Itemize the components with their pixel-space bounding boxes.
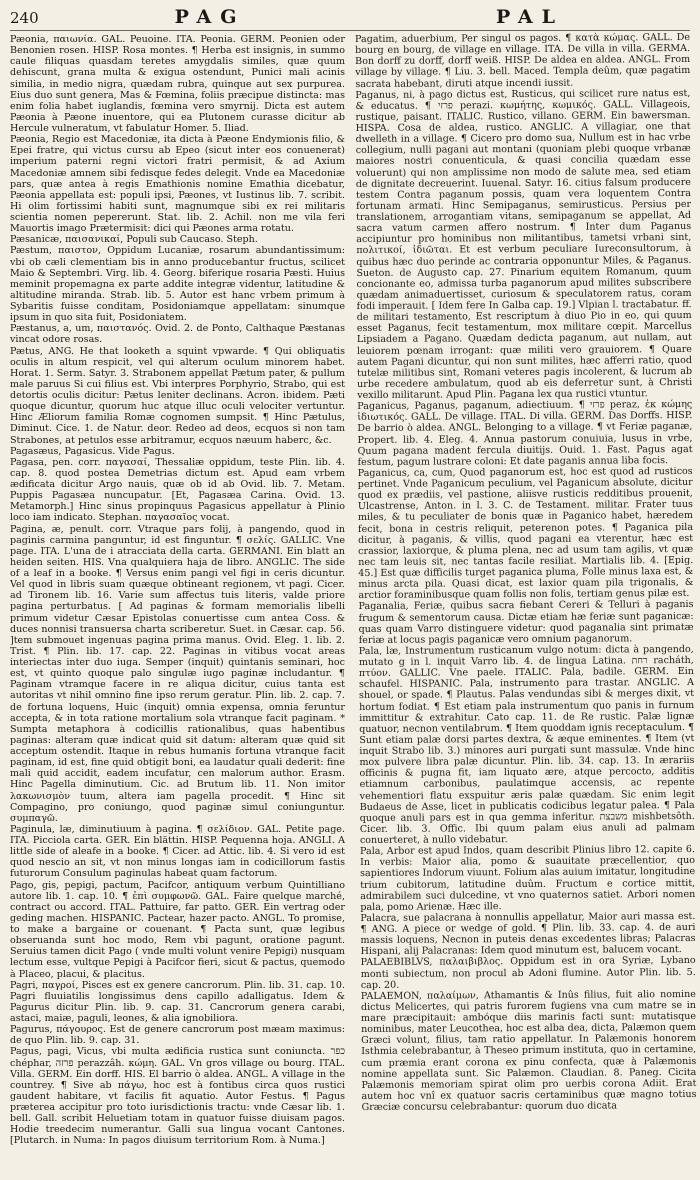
- entry-paganicus: Paganicus, ca, cum, Quod paganorum est, hoc est quod ad rusticos pertinet. Vnde Paganicum peculium, vel Paganicum absolute, dicitur quod ex prædiis, vel pastione, aliisve rusticis redditibus prouenit, Ulcastrense, Anton. in l. 3. C. de Testament. militar. Frater tuus miles, & tu peculiater de bonis quæ in Paganico habet, hæredem fecit, bona in cestris reliquit, peterenon potes. ¶ Paganica pila dicitur, à paganis, & villis, quod pagani ea vterentur, hæc est crassior, laxiorque, & pluma plena, nec ad usum tam agilis, vt quæ nec tam leuis sit, nec tantas facile resiliat. Martialis lib. 4. [Epig. 45.] Est quæ difficilis turget paganica pluma, Folle minus laxa est, & minus arcta pila. Quasi dicat, est laxior quam pila trigonalis, & arctior foraminibusque quam follis non folis, tertiam genus pilæ est.: [357, 465, 694, 602]
- entry-paeonia: Pæonia, παιωνία. GAL. Peuoine. ITA. Peonia. GERM. Peonien oder Benonien rosen. HISP. Rosa montes. ¶ Herba est insignis, in summo caule filiquas quasdam teretes amygdalis similes, quæ quum dehiscunt, grana multa & exigua ostendunt, Punici mali acinis similia, in medio nigra, quædam rubra, quinque aut sex purpurea. Eius duo sunt genera, Mas & Fœmina, foliis præcipue distincta: mas enim folia habet iuglandis, fœmina vero smyrnij. Dicta est autem Pæonia à Pæone inuentore, qui ea Plutonem curasse dicitur ab Hercule vulneratum, vt fabulatur Homer. 5. Iliad.: [10, 34, 345, 134]
- entry-pagasaeus: Pagasæus, Pagasicus. Vide Pagus.: [10, 445, 175, 457]
- entry-paginula: Paginula, læ, diminutiuum à pagina. ¶ σελίδιον. GAL. Petite page. ITA. Picciola carta. GER. Ein blättin. HISP. Pequenna hoja. ANGLI. A little side of aleafe in a booke. ¶ Cicer. ad Attic. lib. 4. Si vero id est quod nescio an sit, vt non minus longas iam in codicillorum fastis futurorum Consulum paginulas habeat quam factorum.: [10, 823, 345, 880]
- entry-pagasa: Pagasa, pen. corr. παγασαί, Thessaliæ oppidum, teste Plin. lib. 4. cap. 8. quod postea Demetrias dictum est. Apud eam vrbem ædificata dicitur Argo nauis, quæ ob id ab Ovid. lib. 7. Metam. Puppis Pagasæa nuncupatur. [Et, Pagasæa Carina. Ovid. 13. Metamorph.] Hinc sinus propinquus Pagasicus appellatur à Plinio loco iam indicato. Stephan. παγασαῖος vocat.: [10, 456, 345, 524]
- entry-palaebiblus: PALAEBIBLVS, παλαιβιβλος. Oppidum est in ora Syriæ, Lybano monti subiectum, non procul ab Adoni flumine. Autor Plin. lib. 5. cap. 20.: [360, 955, 696, 991]
- page-header: [10, 6, 690, 31]
- running-head-left: PAG: [174, 6, 246, 28]
- left-column: [10, 34, 345, 1172]
- entry-paeonia-regio: Pæonia, Regio est Macedoniæ, ita dicta à Pæone Endymionis filio, & Epei fratre, qui victus cursu ab Epeo (sicut inter eos conuenerat) imperium paterni regni victori fratri permisit, & ad Axium Macedoniæ amnem sibi fedisque fedes delegit. Vnde ea Macedoniæ pars, quæ antea à regis Emathionis nomine Emathia dicebatur, Pæonia appellata est: populi ipsi, Pæones, vt Iustinus lib. 7. scribit. Hi olim fortissimi habiti sunt, magnumque sibi ex rei militaris scientia nomen pepererunt. Stat. lib. 2. Achil. non me vila feri Mauortis imago Prætermisit: dici qui Pæones arma rotatu.: [10, 134, 345, 235]
- entry-pagatim: Pagatim, aduerbium, Per singul os pagos. ¶ κατὰ κώμας. GALL. De bourg en bourg, de village en village. ITA. De villa in villa. GERMA. Bon dorff zu dorff, dorff weiß. HISP. De aldea en aldea. ANGL. From village by village. ¶ Liu. 3. bell. Maced. Templa deûm, quæ pagatim sacrata habebant, diruti atque incendi iussit.: [355, 31, 691, 90]
- entry-paestum: Pæstum, παιστον, Oppidum Lucaniæ, rosarum abundantissimum: vbi ob cæli clementiam bis in anno producebantur fructus, scilicet Maio & Septembri. Virg. lib. 4. Georg. biferique rosaria Pæsti. Huius meminit propemagna ex parte addite integræ videntur, latitudine & altitudine miranda. Strab. lib. 5. Autor est hanc vrbem primum à Sybaritis fuisse conditam, Posidoniamque appellatam: sinumque ipsum in quo sita fuit, Posidoniatem.: [10, 245, 345, 324]
- entry-paestanus: Pæstanus, a, um, παιστανός. Ovid. 2. de Ponto, Calthaque Pæstanas vincat odore rosas.: [10, 323, 345, 346]
- running-head-right: PAL: [495, 6, 564, 28]
- entry-paganus: Paganus, ni, à pago dictus est, Rusticus, qui scilicet rure natus est, & educatus. ¶ פרזי perazi. κωμήτης, κωμικός. GALL. Villageois, rustique, paisant. ITALIC. Rustico, villano. GERM. Ein bawersman. HISPA. Cosa de aldea, rustico. ANGLIC. A villagiar, one that dwelleth in a village. ¶ Cicero pro domo sua, Nullum est in hac vrbe collegium, nulli pagani aut montani (quoniam plebi quoque vrbanæ maiores nostri conuenticula, & quasi concilia quædam esse voluerunt) qui non amplissime non modo de salute mea, sed etiam de dignitate decreuerint. Iuuenal. Satyr. 16. citius falsum producere testem Contra paganum possis, quam vera loquentem Contra fortunam armati. Hinc Semipaganus, semirusticus. Persius per translationem, arrogantiam vitans, semipaganum se appellat, Ad sacra vatum carmen affero nostrum. ¶ Inter dum Paganus accipiuntur pro hominibus non militantibus, tametsi vrbani sint, πολιτικοί, ἰδιῶται. Et est verbum peculiare Iureconsultorum, à quibus hæc duo perinde ac contraria opponuntur Miles, & Paganus. Sueton. de Augusto cap. 27. Pinarium equitem Romanum, quum concionante eo, admissa turba paganorum apud milites subscribere quædam animaduertisset, curiosum & speculatorem ratus, coram fodi imperauit. [ Idem fere In Galba cap. 19.] Vlpian l. tractabatur. ff. de militari testamento, Est rescriptum à diuo Pio in eo, qui quum esset Paganus, fecit testamentum, mox militare cœpit. Marcellus Lipsiadem a Pagano. Quædam dedicta paganum, aut nullam, aut leuiorem pœnam irrogant: quæ militi vero grauiorem. ¶ Quare autem Pagani dicuntur, qui non sunt milites, hæc afferri ratio, quod tutelæ militibus sint, Romani veteres pagis incolerent, & lucrum ab urbe recedere ambulatum, quod ab eis deferretur sunt, à Christi vexillo militarunt. Apud Plin. Pagana lex qua rustici vtuntur.: [355, 87, 693, 401]
- entry-pala: Pala, læ, Instrumentum rusticanum vulgo notum: dicta à pangendo, mutato g in l. inquit Varro lib. 4. de lingua Latina. רחת racháth, πτύον. GALLIC. Vne paele. ITALIC. Pala, badile. GERM. Ein schaufel. HISPANIC. Pala, instrumento para trastar. ANGLIC. A shouel, or spade. ¶ Plautus. Palas vendundas sibi & merges dixit, vt hortum fodiat. ¶ Est etiam pala instrumentum quo panis in furnum immittitur & extrahitur. Cato cap. 11. de Re rustic. Palæ lignæ quatuor, necnon ventilabrum. ¶ Item quoddam ignis receptaculum. ¶ Sunt etiam palæ dorsi partes dextra, & æque eminentes. ¶ Item (vt inquit Strabo lib. 3.) minores auri purgati sunt massulæ. Vnde hinc mox pulvere libra palæ dicuntur. Plin. lib. 34. cap. 13. In ærariis officinis & pugna fit, iam liquato ære, atque percocto, additis etiamnum carbonibus, paulatimque accensis, ac repente vehementiori flatu exspuitur æris palæ quædam. Sic enim legit Budaeus de Asse, licet in publicatis codicibus legatur palea. ¶ Pala quoque anuli pars est in qua gemma inferitur. משבצת mishbetsôth. Cicer. lib. 3. Offic. Ibi quum palam eius anuli ad palmam conuerteret, à nullo videbatur.: [358, 643, 695, 846]
- entry-pagina: Pagina, æ, penult. corr. Vtraque pars folij, à pangendo, quod in paginis carmina panguntur, id est finguntur. ¶ σελίς. GALLIC. Vne page. ITA. L'una de i atracciata della carta. GERMANI. Ein blatt an heiden seiten. HIS. Vna qualquiera haja de libro. ANGLIC. The side of a leaf in a booke. ¶ Versus enim pangi vel figi in ceris dicuntur. Vel quod in libris suam quæque obtineant regionem, vt pagi. Cicer. ad Tironem lib. 16. Varie sum affectus tuis literis, valde priore pagina perturbatus. [ Ad paginas & formam memorialis libelli primum videtur Cæsar Epistolas conuertisse cum antea Coss. & duces nonnisi transuersa charta scriberetur. Suet. in Cæsar. cap. 56. ]tem submouet ingenuas pagina prima manus. Ovid. Eleg. 1. lib. 2. Trist. ¶ Plin. lib. 17. cap. 22. Paginas in vitibus vocat areas interiectas inter duo iuga. Semper (inquit) quintanis seminari, hoc est, vt quinto quoque palo singulæ iugo paginæ includantur. ¶ Paginam vtramque facere in re aliqua dicitur, cuius tanta est autoritas vt nihil omnino fine ipso rerum geratur. Plin. lib. 2. cap. 7. de fortuna loquens, Huic (inquit) omnia expensa, omnia feruntur accepta, & in tota ratione mortalium sola vtranque facit paginam. * Sumpta metaphora à codicillis rationalibus, quas habentibus paginas: alteram quæ indicat quid sit datum: alteram quæ quid sit acceptum ostendit. Itaque in rebus humanis fortuna vtranque facit paginam, id est, fine quid obtigit boni, ea laudatur quali dederit: fine mali quid accidit, eadem incufatur, cen malorum author. Erasm. Hinc Pagella diminutium. Cic. ad Brutum lib. 11. Non imitor λακωνισμὸν tuum, altera iam pagella procedit. ¶ Hinc sit Compagino, pro coniungo, quod paginæ simul coniunguntur. συμπαγῶ.: [10, 523, 345, 824]
- entry-paganalia: Paganalia, Feriæ, quibus sacra fiebant Cereri & Telluri à paganis frugum & sementorum causa. Dictæ etiam hæ feriæ sunt paganicæ: quas quam Varro distinguere videtur: quod paganalia sint primatæ feriæ at locus pagis paganicæ vero omnium paganorum.: [358, 599, 694, 646]
- right-column: [355, 32, 697, 1172]
- entry-paetus: Pætus, ANG. He that looketh a squint vpwarde. ¶ Qui obliquatis oculis in altum respicit, vel qui alterum oculum minorem habet. Horat. 1. Serm. Satyr. 3. Strabonem appellat Pætum pater, & pullum male paruus Si cui filius est. Vbi interpres Porphyrio, Strabo, qui est detortis oculis dicitur: Pætus leniter declinans. Acron. ibidem. Pæti quoque dicuntur, quorum huc atque illuc oculi velociter vertuntur. Hinc Æliorum familia Romæ cognomen sumpsit. ¶ Hinc Pætulus, Diminut. Cice. 1. de Natur. deor. Redeo ad deos, ecquos si non tam Strabones, at petulos esse arbitramur, ecquos næuum haberc, &c.: [10, 345, 345, 446]
- columns: [10, 31, 697, 1172]
- entry-paesanicae: Pæsanicæ, παισανικαί, Populi sub Caucaso. Steph.: [10, 234, 258, 246]
- entry-paganus-adj: Paganicus, Paganus, paganum, adiectiuum. ¶ פרזי peraz, ἐκ κώμης ἰδιωτικός. GALL. De village. ITAL. Di villa. GERM. Das Dorffs. HISP. De barrio ò aldea. ANGL. Belonging to a village. ¶ vt Feriæ paganæ, Propert. lib. 4. Eleg. 4. Annua pastorum conuiuia, lusus in vrbe, Quum pagana madent fercula diuitijs. Ouid. 1. Fast. Pagus agat festum, pagum lustrare coloni: Et date paganis annua liba focis.: [357, 399, 693, 468]
- entry-palaemon: PALAEMON, παλαίμων, Athamantis & Inûs filius, fuit alio nomine dictus Melicertes, qui patris furorem fugiens vna cum matre se in mare præcipitauit: ambóque diis marinis facti sunt: mutatisque nominibus, mater Leucothea, hoc est alba dea, dicta, Palæmon quem Græci volunt, filius, tam ratio appellatur. In Palæmonis honorem Isthmia celebrabantur, à Theseo primum instituta, quo in certamine, cum præmia erant corona ex pinu confecta, quæ à Palæmonis nomine appellata sunt. Sic Palæmon. Claudian. 8. Paneg. Cicita Palæmonis memoriam spirat olim pro uerbis corona Adiit. Erat autem hoc vnî ex quatuor sacris certaminibus quæ magno totius Græciæ concursu celebrabantur: quorum duo dicata: [360, 988, 697, 1113]
- entry-pagus: Pagus, pagi, Vicus, vbi multa ædificia rustica sunt coniuncta. כפר chéphar, פרזה perazzâh. κώμη. GAL. Vn gros village ou bourg. ITAL. Villa. GERM. Ein dorff. HIS. El barrio ò aldea. ANGL. A village in the countrey. ¶ Sive ab πάγω, hoc est à fontibus circa quos rustici gaudent habitare, vt facilis fit aquatio. Autor Festus. ¶ Pagus præterea accipitur pro toto iurisdictionis tractu: vnde Cæsar lib. 1. bell. Gall. scribit Heluetiam totam in quatuor fuisse diuisam pagos. Hodie treedecim numerantur. Galli sua lingua vocant Cantones. [Plutarch. in Numa: In pagos diuisum territorium Rom. à Numa.]: [10, 1046, 345, 1147]
- entry-palacra: Palacra, sue palacrana à nonnullis appellatur, Maior auri massa est. ¶ ANG. A piece or wedge of gold. ¶ Plin. lib. 33. cap. 4. de auri massis loquens, Necnon in puteis denas excedentes libras; Palacras Hispani, alij Palacranas: Idem quod minutum est, balucem vocant.: [360, 910, 696, 958]
- entry-pala-arbor: Pala, Arbor est apud Indos, quam describit Plinius libro 12. capite 6. In verbis: Maior alia, pomo & suauitate præcellentior, quo sapientiores Indorum viuunt. Folium alas auium imitatur, longitudine trium cubitorum, latitudine duûm. Fructum e cortice mittit, admirabilem suci dulcedine, vt vno quaternos satiet. Arbori nomen pala, pomo Arienæ. Hæc ille.: [359, 844, 696, 913]
- entry-pagri: Pagri, παγροί, Pisces est ex genere cancrorum. Plin. lib. 31. cap. 10. Pagri fluuiatilis longissimus dens capillo adalligatus. Idem & Pagurus dicitur Plin. lib. 9. cap. 31. Cancrorum genera carabi, astaci, maiæ, paguli, leones, & alia ignobiliora.: [10, 979, 345, 1024]
- entry-pago: Pago, gis, pepigi, pactum, Pacifcor, antiquum verbum Quintilliano autore lib. 1. cap. 10. ¶ ἐπὶ συμφωνῶ. GAL. Faire quelque marché, contract ou accord. ITAL. Pattuire, far patto. GER. Ein vertrag oder geding machen. HISPANIC. Pactear, hazer pacto. ANGL. To promise, to make a bargaine or couenant. ¶ Pacta sunt, quæ legibus obseruanda sunt hoc modo, Rem vbi pagunt, oratione pagunt. Seruius tamen dicit Pago ( vnde multi volunt venire Pepigi) nusquam lectum esse, vultque Pepigi à Pacifcor fieri, sicut & pactus, quemodo à Placeo, placui, & placitus.: [10, 879, 345, 980]
- entry-pagurus: Pagurus, πάγουρος. Est de genere cancrorum post mæam maximus: de quo Plin. lib. 9. cap. 31.: [10, 1024, 345, 1047]
- page-number: 240: [10, 9, 39, 27]
